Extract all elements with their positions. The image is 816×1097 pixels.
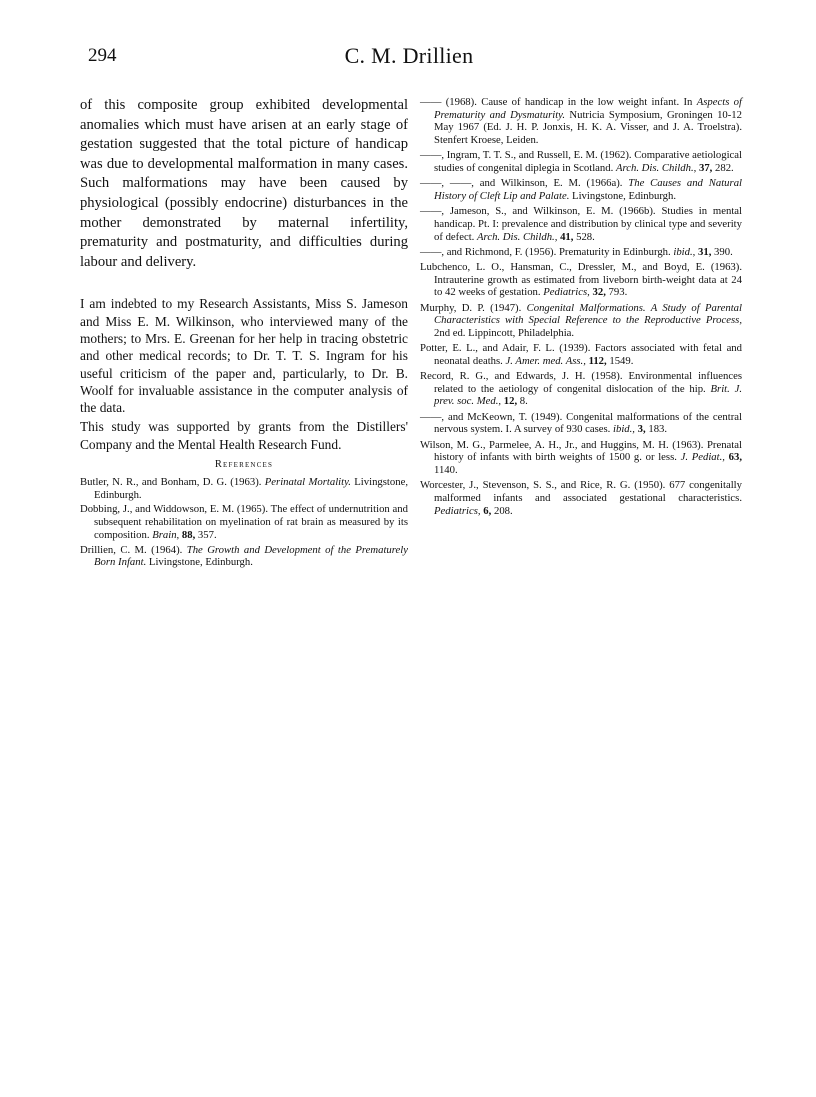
right-column <box>420 96 742 520</box>
reference-pages: 2nd ed. Lippincott, Philadelphia. <box>434 326 575 339</box>
reference-pages: 1140. <box>434 463 458 476</box>
reference-item <box>420 261 742 299</box>
reference-title: J. Pediat., <box>680 451 725 464</box>
reference-text: Dobbing, J., and Widdowson, E. M. (1965). The effect of undernutrition and subsequent rehabilitation on myelination of rat brain as measured by its composition. <box>80 503 408 541</box>
reference-text: ——, Jameson, S., and Wilkinson, E. M. (1966b). Studies in mental handicap. Pt. I: prevalence and distribution by clinical type and severity of defect. <box>420 205 742 243</box>
reference-pages: 1549. <box>606 354 634 367</box>
running-head: C. M. Drillien <box>344 43 474 68</box>
reference-text: Lubchenco, L. O., Hansman, C., Dressler, M., and Boyd, E. (1963). Intrauterine growth as estimated from liveborn birth-weight data at 24 to 42 weeks of gestation. <box>420 260 742 299</box>
reference-title: Arch. Dis. Childh., <box>477 230 558 243</box>
reference-text: —— (1968). Cause of handicap in the low weight infant. In <box>420 96 697 108</box>
reference-item <box>420 246 742 259</box>
reference-title: The Growth and Development of the Prematurely Born Infant. <box>94 543 408 569</box>
reference-title: Brain, <box>152 528 180 541</box>
reference-title: Arch. Dis. Childh., <box>615 162 697 175</box>
reference-volume: 31, <box>695 245 712 258</box>
references-list-left <box>80 476 408 569</box>
reference-pages: Livingstone, Edinburgh. <box>94 476 409 501</box>
reference-item <box>420 302 742 340</box>
reference-pages: Livingstone, Edinburgh. <box>146 556 253 569</box>
reference-pages: 8. <box>517 395 528 408</box>
reference-text: Worcester, J., Stevenson, S. S., and Rice, R. G. (1950). 677 congenitally malformed infants and associated gestational characteristics. <box>420 479 742 504</box>
reference-item <box>80 503 408 541</box>
reference-pages: 390. <box>711 245 733 258</box>
reference-title: Congenital Malformations. A Study of Parental Characteristics with Special Reference to the Reproductive Process, <box>434 301 742 327</box>
reference-volume: 3, <box>634 423 646 436</box>
reference-text: ——, ——, and Wilkinson, E. M. (1966a). <box>420 177 629 190</box>
reference-volume: 63, <box>724 451 743 464</box>
reference-text: Butler, N. R., and Bonham, D. G. (1963). <box>80 476 265 489</box>
reference-title: Perinatal Mortality. <box>264 476 351 489</box>
page-number: 294 <box>88 45 117 66</box>
reference-title: ibid., <box>673 245 696 258</box>
body-paragraph: of this composite group exhibited developmental anomalies which must have arisen at an early stage of gestation suggested that the total picture of handicap was due to developmental malformation in many cases. Such malformations may have been caused by physiological (possibly endocrine) disturbances in the mother demonstrated by maternal infertility, prematurity and postmaturity, and difficulties during labour and delivery. <box>80 97 408 270</box>
reference-item <box>420 177 742 202</box>
reference-text: ——, Ingram, T. T. S., and Russell, E. M. (1962). Comparative aetiological studies of congenital diplegia in Scotland. <box>420 149 742 175</box>
reference-pages: 208. <box>491 504 513 517</box>
reference-title: Aspects of Prematurity and Dysmaturity. <box>434 96 742 121</box>
reference-item <box>420 342 742 367</box>
references-list-right <box>420 96 742 517</box>
reference-item <box>80 476 408 501</box>
reference-text: Wilson, M. G., Parmelee, A. H., Jr., and Huggins, M. H. (1963). Prenatal history of infants with birth weights of 1500 g. or less. <box>420 438 742 464</box>
reference-title: Brit. J. prev. soc. Med., <box>434 382 742 408</box>
reference-text: Drillien, C. M. (1964). <box>80 543 187 556</box>
reference-text: ——, and McKeown, T. (1949). Congenital malformations of the central nervous system. I. A survey of 930 cases. <box>420 410 742 436</box>
reference-text: ——, and Richmond, F. (1956). Prematurity in Edinburgh. <box>420 245 674 258</box>
page-header <box>88 43 730 77</box>
reference-item <box>420 149 742 174</box>
reference-pages: 357. <box>195 528 217 541</box>
reference-title: The Causes and Natural History of Cleft Lip and Palate. <box>434 177 743 202</box>
reference-item <box>420 205 742 243</box>
reference-volume: 112, <box>585 354 607 367</box>
reference-item <box>420 479 742 517</box>
references-heading: References <box>214 459 274 471</box>
reference-pages: Nutricia Symposium, Groningen 10-12 May 1967 (Ed. J. H. P. Jonxis, H. K. A. Visser, and J. A. Troelstra). Stenfert Kroese, Leiden. <box>434 108 742 147</box>
reference-title: ibid., <box>613 423 635 436</box>
reference-pages: 528. <box>573 230 595 243</box>
reference-text: Record, R. G., and Edwards, J. H. (1958). Environmental influences related to the aetiology of congenital dislocation of the hip. <box>420 370 742 395</box>
reference-pages: 282. <box>712 162 734 175</box>
reference-volume: 37, <box>696 162 713 175</box>
reference-title: Pediatrics, <box>434 504 481 517</box>
reference-text: Potter, E. L., and Adair, F. L. (1939). Factors associated with fetal and neonatal deaths. <box>420 342 742 367</box>
reference-item <box>420 370 742 408</box>
reference-title: J. Amer. med. Ass., <box>505 354 586 367</box>
left-column <box>80 96 408 571</box>
acknowledgment-paragraph: I am indebted to my Research Assistants, Miss S. Jameson and Miss E. M. Wilkinson, who interviewed many of the mothers; to Mrs. E. Greenan for her help in tracing obstetric and other medical records; to Dr. T. T. S. Ingram for his useful criticism of the paper and, particularly, to Dr. B. Woolf for invaluable assistance in the computer analysis of the data. <box>80 296 408 416</box>
reference-item <box>420 411 742 436</box>
reference-volume: 6, <box>480 504 492 517</box>
reference-item <box>420 96 742 147</box>
reference-item <box>80 544 408 569</box>
reference-volume: 32, <box>589 286 606 299</box>
reference-pages: 183. <box>645 423 668 436</box>
reference-text: Murphy, D. P. (1947). <box>420 301 527 314</box>
reference-volume: 88, <box>179 528 196 541</box>
reference-pages: Livingstone, Edinburgh. <box>569 189 677 202</box>
reference-item <box>420 439 742 477</box>
reference-volume: 12, <box>501 395 518 408</box>
reference-pages: 793. <box>605 286 628 299</box>
reference-volume: 41, <box>557 230 574 243</box>
reference-title: Pediatrics, <box>543 286 590 299</box>
support-paragraph: This study was supported by grants from the Distillers' Company and the Mental Health Research Fund. <box>80 419 408 452</box>
